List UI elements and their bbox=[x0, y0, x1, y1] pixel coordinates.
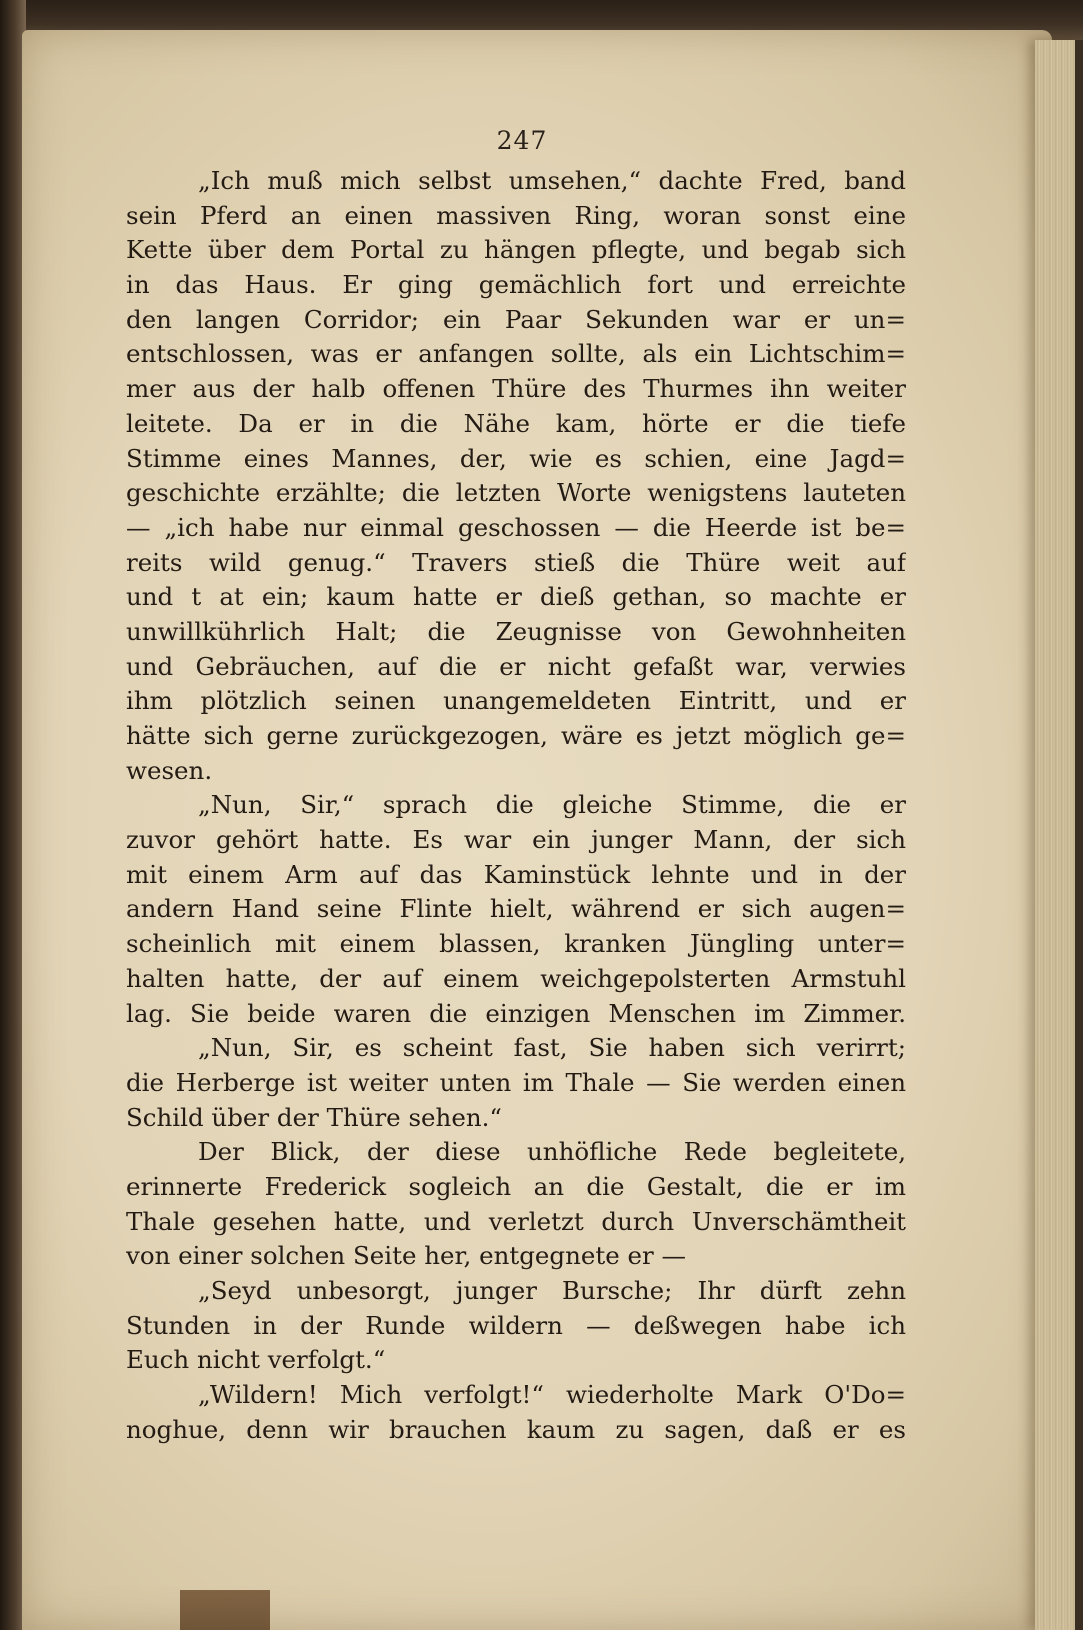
text-line: halten hatte, der auf einem weichgepolsterten Armstuhl bbox=[126, 963, 906, 993]
text-line: andern Hand seine Flinte hielt, während er sich augen= bbox=[126, 894, 906, 924]
book-page bbox=[22, 30, 1052, 1630]
text-line: wesen. bbox=[126, 755, 213, 785]
text-line: den langen Corridor; ein Paar Sekunden war er un= bbox=[126, 304, 906, 334]
text-line: „Seyd unbesorgt, junger Bursche; Ihr dürft zehn bbox=[198, 1276, 906, 1305]
text-line: entschlossen, was er anfangen sollte, als ein Lichtschim= bbox=[126, 339, 906, 369]
text-line: mer aus der halb offenen Thüre des Thurmes ihn weiter bbox=[126, 374, 906, 404]
text-line: noghue, denn wir brauchen kaum zu sagen, daß er es bbox=[126, 1414, 906, 1444]
page-text bbox=[126, 164, 906, 1447]
text-line: Der Blick, der diese unhöfliche Rede begleitete, bbox=[198, 1137, 906, 1167]
text-line: zuvor gehört hatte. Es war ein junger Mann, der sich bbox=[126, 825, 906, 855]
text-line: ihm plötzlich seinen unangemeldeten Eintritt, und er bbox=[126, 686, 906, 716]
text-line: erinnerte Frederick sogleich an die Gestalt, die er im bbox=[126, 1171, 906, 1201]
text-line: scheinlich mit einem blassen, kranken Jüngling unter= bbox=[126, 929, 906, 959]
text-line: leitete. Da er in die Nähe kam, hörte er die tiefe bbox=[126, 408, 906, 438]
text-line: „Ich muß mich selbst umsehen,“ dachte Fred, band bbox=[198, 166, 906, 195]
text-line: Euch nicht verfolgt.“ bbox=[126, 1345, 386, 1375]
text-line: Stimme eines Mannes, der, wie es schien, eine Jagd= bbox=[126, 443, 906, 473]
text-line: die Herberge ist weiter unten im Thale — Sie werden einen bbox=[126, 1067, 906, 1097]
text-line: und Gebräuchen, auf die er nicht gefaßt war, verwies bbox=[126, 651, 906, 681]
text-line: „Nun, Sir, es scheint fast, Sie haben sich verirrt; bbox=[198, 1033, 906, 1063]
bookmark-ribbon bbox=[180, 1590, 270, 1630]
text-line: in das Haus. Er ging gemächlich fort und erreichte bbox=[126, 270, 906, 300]
text-line: — „ich habe nur einmal geschossen — die Heerde ist be= bbox=[126, 512, 906, 542]
text-line: mit einem Arm auf das Kaminstück lehnte und in der bbox=[126, 859, 906, 889]
text-line: von einer solchen Seite her, entgegnete er — bbox=[126, 1241, 687, 1271]
text-line: hätte sich gerne zurückgezogen, wäre es jetzt möglich ge= bbox=[126, 721, 906, 750]
text-line: reits wild genug.“ Travers stieß die Thüre weit auf bbox=[126, 547, 906, 577]
text-line: Stunden in der Runde wildern — deßwegen habe ich bbox=[126, 1310, 906, 1340]
text-line: Schild über der Thüre sehen.“ bbox=[126, 1102, 502, 1132]
text-line: und t at ein; kaum hatte er dieß gethan, so machte er bbox=[126, 582, 906, 612]
text-line: Kette über dem Portal zu hängen pflegte, und begab sich bbox=[126, 235, 906, 265]
text-line: sein Pferd an einen massiven Ring, woran sonst eine bbox=[126, 200, 906, 230]
text-line: geschichte erzählte; die letzten Worte wenigstens lauteten bbox=[126, 478, 906, 508]
page-stack-edge bbox=[1035, 40, 1083, 1630]
text-line: „Nun, Sir,“ sprach die gleiche Stimme, die er bbox=[198, 790, 906, 820]
text-line: lag. Sie beide waren die einzigen Menschen im Zimmer. bbox=[126, 998, 906, 1028]
text-line: unwillkührlich Halt; die Zeugnisse von Gewohnheiten bbox=[126, 616, 906, 646]
page-number: 247 bbox=[496, 126, 548, 155]
text-line: „Wildern! Mich verfolgt!“ wiederholte Mark O'Do= bbox=[198, 1380, 906, 1410]
text-line: Thale gesehen hatte, und verletzt durch Unverschämtheit bbox=[126, 1206, 906, 1236]
